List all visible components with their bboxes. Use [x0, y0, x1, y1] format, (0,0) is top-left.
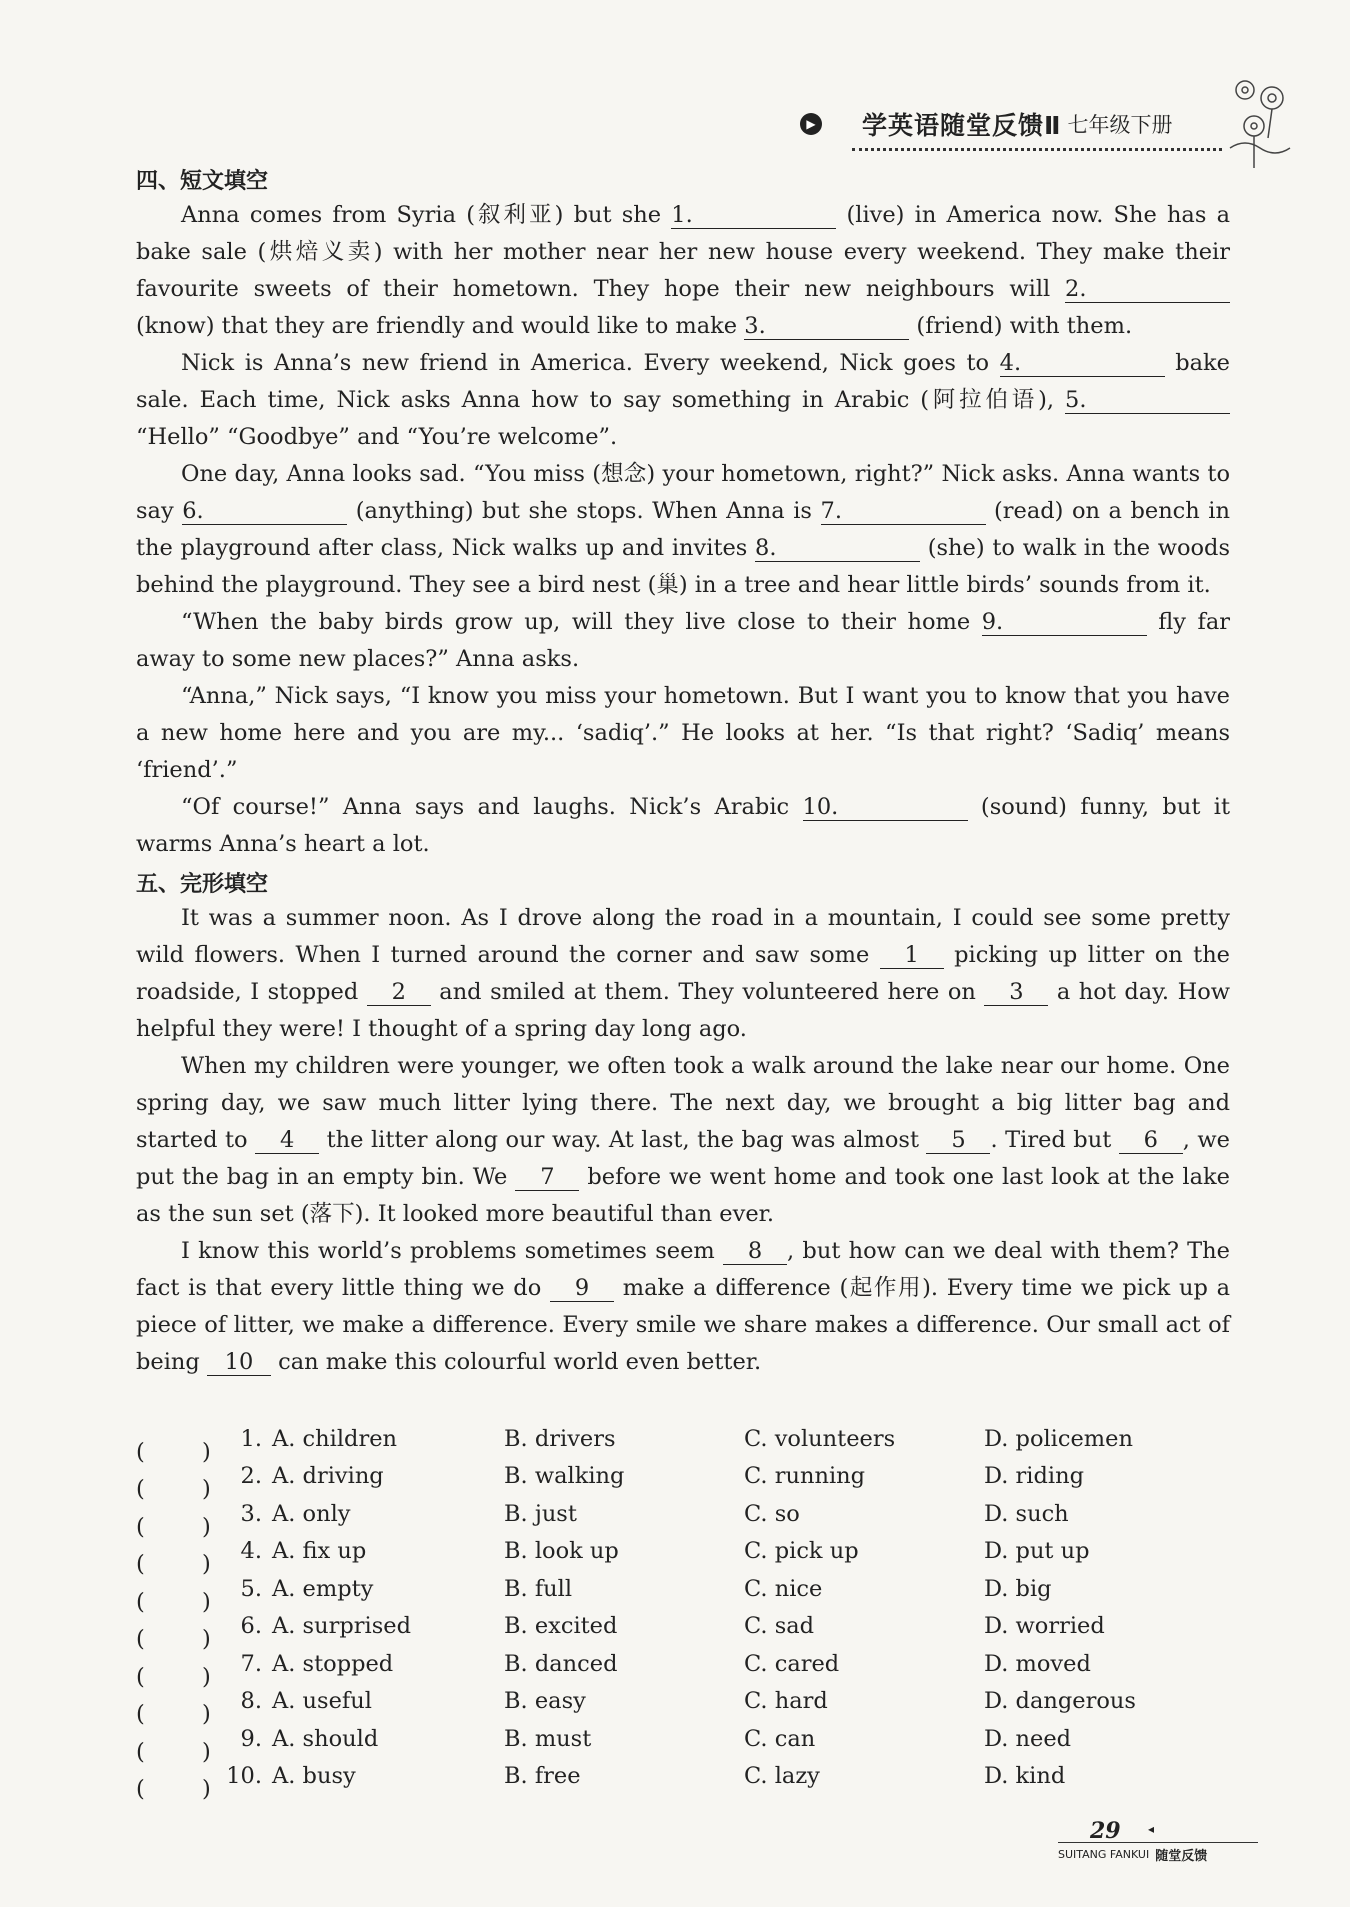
- option-d: D. policemen: [984, 1425, 1133, 1452]
- arrow-left-icon: ◂: [1148, 1822, 1155, 1836]
- option-c: C. hard: [744, 1688, 828, 1715]
- passage-text: picking up litter on the roadside, I stopped: [136, 942, 1231, 1005]
- option-d: D. big: [984, 1575, 1052, 1602]
- passage-text: (she) to walk in the woods behind the playground. They see a bird nest (巢) in a tree and hear little birds’ sounds from it.: [136, 535, 1231, 598]
- bracket-left: (: [136, 1663, 145, 1690]
- question-row: [136, 1458, 1230, 1503]
- bracket-right: ): [202, 1626, 211, 1653]
- option-d: D. dangerous: [984, 1688, 1136, 1715]
- answer-blank[interactable]: 3.: [744, 313, 909, 340]
- option-b: B. look up: [504, 1538, 619, 1565]
- option-b: B. danced: [504, 1650, 618, 1677]
- passage-text: . Tired but: [990, 1127, 1119, 1153]
- option-a: A. empty: [272, 1575, 374, 1602]
- passage-text: I know this world’s problems sometimes seem: [181, 1238, 724, 1264]
- bracket-left: (: [136, 1626, 145, 1653]
- option-d: D. need: [984, 1725, 1072, 1752]
- option-b: B. full: [504, 1575, 573, 1602]
- passage-text: (friend) with them.: [909, 313, 1133, 339]
- bracket-left: (: [136, 1513, 145, 1540]
- option-c: C. cared: [744, 1650, 840, 1677]
- question-number: 6.: [240, 1613, 262, 1640]
- option-c: C. so: [744, 1500, 800, 1527]
- question-row: [136, 1720, 1230, 1765]
- passage-text: Nick is Anna’s new friend in America. Every weekend, Nick goes to: [181, 350, 1000, 376]
- bracket-right: ): [202, 1663, 211, 1690]
- cloze-blank[interactable]: 2: [367, 979, 431, 1006]
- passage-text: “Hello” “Goodbye” and “You’re welcome”.: [136, 424, 618, 450]
- passage-text: and smiled at them. They volunteered here on: [430, 979, 985, 1005]
- option-a: A. children: [272, 1425, 398, 1452]
- passage-text: (sound) funny, but it warms Anna’s heart a lot.: [136, 794, 1230, 857]
- passage-text: (read) on a bench in the playground after class, Nick walks up and invites: [136, 498, 1230, 561]
- passage-text: fly far away to some new places?” Anna asks.: [136, 609, 1230, 672]
- passage-text: the litter along our way. At last, the bag was almost: [319, 1127, 927, 1153]
- passage-fill-in: [136, 197, 1230, 863]
- answer-blank[interactable]: 1.: [671, 202, 836, 229]
- option-d: D. kind: [984, 1763, 1066, 1790]
- paragraph: [136, 456, 1230, 604]
- cloze-blank[interactable]: 6: [1119, 1127, 1183, 1154]
- question-number: 5.: [240, 1575, 262, 1602]
- footer-brand-cn: 随堂反馈: [1155, 1849, 1208, 1864]
- passage-cloze: [136, 900, 1230, 1381]
- answer-blank[interactable]: 8.: [755, 535, 920, 562]
- option-a: A. useful: [272, 1688, 372, 1715]
- question-number: 7.: [240, 1650, 262, 1677]
- question-row: [136, 1645, 1230, 1690]
- bracket-left: (: [136, 1551, 145, 1578]
- bracket-left: (: [136, 1701, 145, 1728]
- passage-text: before we went home and took one last look at the lake as the sun set (落下). It looked more beautiful than ever.: [136, 1164, 1230, 1227]
- option-a: A. only: [272, 1500, 351, 1527]
- play-icon: ▶: [800, 113, 822, 135]
- answer-blank[interactable]: 10.: [803, 794, 968, 821]
- passage-text: bake sale. Each time, Nick asks Anna how to say something in Arabic (阿拉伯语),: [136, 350, 1230, 413]
- bracket-left: (: [136, 1776, 145, 1803]
- question-row: [136, 1495, 1230, 1540]
- passage-text: “Anna,” Nick says, “I know you miss your hometown. But I want you to know that you have a new home here and you are my... ‘sadiq’.” He looks at her. “Is that right? ‘Sadiq’ means ‘friend’.”: [136, 683, 1230, 783]
- bracket-left: (: [136, 1438, 145, 1465]
- option-d: D. worried: [984, 1613, 1105, 1640]
- option-a: A. fix up: [272, 1538, 367, 1565]
- option-d: D. riding: [984, 1463, 1084, 1490]
- paragraph: [136, 789, 1230, 863]
- option-c: C. pick up: [744, 1538, 859, 1565]
- answer-blank[interactable]: 6.: [182, 498, 347, 525]
- option-a: A. stopped: [272, 1650, 394, 1677]
- answer-blank[interactable]: 4.: [1000, 350, 1165, 377]
- question-row: [136, 1608, 1230, 1653]
- paragraph: [136, 1233, 1230, 1381]
- option-b: B. must: [504, 1725, 592, 1752]
- passage-text: One day, Anna looks sad. “You miss (想念) your hometown, right?” Nick asks. Anna wants to say: [136, 461, 1230, 524]
- passage-text: “When the baby birds grow up, will they live close to their home: [181, 609, 982, 635]
- question-row: [136, 1533, 1230, 1578]
- cloze-blank[interactable]: 7: [515, 1164, 579, 1191]
- section-heading: 四、短文填空: [136, 169, 269, 194]
- passage-text: a hot day. How helpful they were! I thought of a spring day long ago.: [136, 979, 1230, 1042]
- passage-text: (live) in America now. She has a bake sale (烘焙义卖) with her mother near her new house every weekend. They make their favourite sweets of their hometown. They hope their new neighbours will: [136, 202, 1231, 302]
- cloze-options: [136, 1420, 1230, 1803]
- cloze-blank[interactable]: 1: [880, 942, 944, 969]
- option-c: C. nice: [744, 1575, 823, 1602]
- option-c: C. running: [744, 1463, 866, 1490]
- bracket-left: (: [136, 1588, 145, 1615]
- page-footer: [1058, 1842, 1258, 1864]
- passage-text: When my children were younger, we often took a walk around the lake near our home. One spring day, we saw much litter lying there. The next day, we brought a big litter bag and started to: [136, 1053, 1230, 1153]
- option-d: D. moved: [984, 1650, 1091, 1677]
- question-row: [136, 1570, 1230, 1615]
- page-header: [800, 104, 1172, 144]
- answer-blank[interactable]: 7.: [821, 498, 986, 525]
- answer-blank[interactable]: 5.: [1065, 387, 1230, 414]
- option-b: B. drivers: [504, 1425, 616, 1452]
- option-c: C. lazy: [744, 1763, 820, 1790]
- bracket-right: ): [202, 1551, 211, 1578]
- answer-blank[interactable]: 2.: [1065, 276, 1230, 303]
- option-a: A. busy: [272, 1763, 356, 1790]
- cloze-blank[interactable]: 4: [255, 1127, 319, 1154]
- section-heading: 五、完形填空: [136, 872, 269, 897]
- paragraph: [136, 345, 1230, 456]
- header-title: 学英语随堂反馈Ⅱ: [862, 111, 1062, 140]
- cloze-blank[interactable]: 3: [984, 979, 1048, 1006]
- passage-text: It was a summer noon. As I drove along the road in a mountain, I could see some pretty wild flowers. When I turned around the corner and saw some: [136, 905, 1230, 968]
- bracket-left: (: [136, 1738, 145, 1765]
- option-b: B. excited: [504, 1613, 618, 1640]
- paragraph: [136, 197, 1230, 345]
- option-b: B. easy: [504, 1688, 586, 1715]
- question-row: [136, 1420, 1230, 1465]
- option-b: B. walking: [504, 1463, 625, 1490]
- question-row: [136, 1758, 1230, 1803]
- question-row: [136, 1683, 1230, 1728]
- option-d: D. put up: [984, 1538, 1090, 1565]
- option-a: A. driving: [272, 1463, 384, 1490]
- option-b: B. free: [504, 1763, 581, 1790]
- question-number: 1.: [240, 1425, 262, 1452]
- passage-text: , but how can we deal with them? The fact is that every little thing we do: [136, 1238, 1230, 1301]
- cloze-blank[interactable]: 5: [926, 1127, 990, 1154]
- bracket-right: ): [202, 1588, 211, 1615]
- option-c: C. can: [744, 1725, 816, 1752]
- bracket-right: ): [202, 1776, 211, 1803]
- passage-text: make a difference (起作用). Every time we pick up a piece of litter, we make a difference. Every smile we share makes a difference. Our small act of being: [136, 1275, 1230, 1375]
- passage-text: “Of course!” Anna says and laughs. Nick’s Arabic: [181, 794, 803, 820]
- question-number: 4.: [240, 1538, 262, 1565]
- option-c: C. sad: [744, 1613, 815, 1640]
- passage-text: , we put the bag in an empty bin. We: [136, 1127, 1230, 1190]
- option-c: C. volunteers: [744, 1425, 896, 1452]
- question-number: 10.: [226, 1763, 262, 1790]
- exercise-content: [136, 160, 1230, 1381]
- option-b: B. just: [504, 1500, 577, 1527]
- cloze-blank[interactable]: 8: [723, 1238, 787, 1265]
- cloze-blank[interactable]: 9: [550, 1275, 614, 1302]
- paragraph: [136, 900, 1230, 1048]
- paragraph: [136, 678, 1230, 789]
- option-d: D. such: [984, 1500, 1069, 1527]
- paragraph: [136, 1048, 1230, 1233]
- question-number: 9.: [240, 1725, 262, 1752]
- page-number: 29: [1090, 1818, 1121, 1844]
- bracket-right: ): [202, 1513, 211, 1540]
- question-number: 8.: [240, 1688, 262, 1715]
- passage-text: (know) that they are friendly and would like to make: [136, 313, 745, 339]
- bracket-left: (: [136, 1476, 145, 1503]
- header-dotted-rule: [852, 148, 1222, 151]
- question-number: 3.: [240, 1500, 262, 1527]
- header-subtitle: 七年级下册: [1067, 113, 1173, 137]
- option-a: A. surprised: [272, 1613, 411, 1640]
- passage-text: (anything) but she stops. When Anna is: [347, 498, 821, 524]
- passage-text: Anna comes from Syria (叙利亚) but she: [181, 202, 672, 228]
- paragraph: [136, 604, 1230, 678]
- bracket-right: ): [202, 1738, 211, 1765]
- bracket-right: ): [202, 1438, 211, 1465]
- option-a: A. should: [272, 1725, 379, 1752]
- bracket-right: ): [202, 1701, 211, 1728]
- bracket-right: ): [202, 1476, 211, 1503]
- footer-brand-pinyin: SUITANG FANKUI: [1058, 1848, 1150, 1861]
- question-number: 2.: [240, 1463, 262, 1490]
- cloze-blank[interactable]: 10: [207, 1349, 271, 1376]
- passage-text: can make this colourful world even better.: [270, 1349, 762, 1375]
- answer-blank[interactable]: 9.: [982, 609, 1147, 636]
